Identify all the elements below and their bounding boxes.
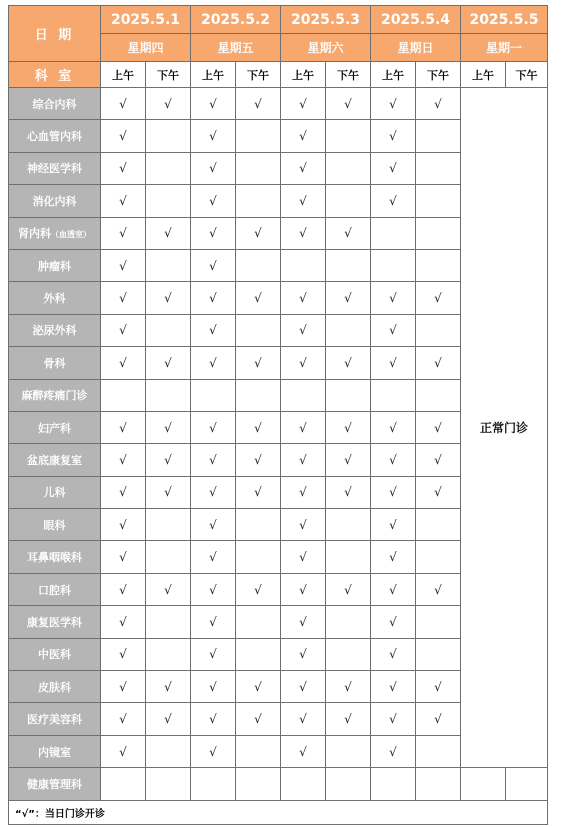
corner-department-label: 科 室 <box>9 62 101 88</box>
department-label: 外科 <box>43 292 66 306</box>
department-row <box>9 88 548 120</box>
clinic-open-mark: √ <box>371 411 416 443</box>
clinic-open-mark: √ <box>101 217 146 249</box>
schedule-cell <box>191 379 236 411</box>
schedule-cell <box>461 768 506 800</box>
schedule-cell <box>146 379 191 411</box>
clinic-open-mark: √ <box>101 703 146 735</box>
schedule-cell <box>236 379 281 411</box>
clinic-open-mark: √ <box>191 217 236 249</box>
department-label: 儿科 <box>43 486 66 500</box>
clinic-open-mark: √ <box>326 347 371 379</box>
clinic-open-mark: √ <box>191 282 236 314</box>
clinic-open-mark: √ <box>281 509 326 541</box>
schedule-cell <box>236 509 281 541</box>
department-label: 健康管理科 <box>27 777 82 791</box>
clinic-open-mark: √ <box>191 509 236 541</box>
clinic-open-mark: √ <box>101 444 146 476</box>
pm-header: 下午 <box>236 62 281 88</box>
clinic-open-mark: √ <box>371 152 416 184</box>
corner-date-label: 日 期 <box>9 6 101 62</box>
clinic-open-mark: √ <box>416 347 461 379</box>
clinic-open-mark: √ <box>281 314 326 346</box>
clinic-open-mark: √ <box>146 573 191 605</box>
clinic-open-mark: √ <box>326 88 371 120</box>
department-name <box>9 768 101 800</box>
schedule-cell <box>326 606 371 638</box>
clinic-open-mark: √ <box>191 185 236 217</box>
schedule-cell <box>236 768 281 800</box>
schedule-cell <box>416 768 461 800</box>
clinic-open-mark: √ <box>101 282 146 314</box>
schedule-cell <box>236 120 281 152</box>
clinic-open-mark: √ <box>236 671 281 703</box>
clinic-open-mark: √ <box>101 671 146 703</box>
date-header: 2025.5.4 <box>371 6 461 34</box>
department-label: 中医科 <box>38 648 71 662</box>
schedule-cell <box>236 638 281 670</box>
department-label: 康复医学科 <box>27 615 82 629</box>
clinic-open-mark: √ <box>326 411 371 443</box>
clinic-open-mark: √ <box>326 282 371 314</box>
department-name <box>9 282 101 314</box>
clinic-open-mark: √ <box>101 638 146 670</box>
clinic-open-mark: √ <box>281 217 326 249</box>
weekday-header: 星期四 <box>101 34 191 62</box>
department-name <box>9 573 101 605</box>
schedule-cell <box>146 509 191 541</box>
clinic-open-mark: √ <box>326 703 371 735</box>
clinic-open-mark: √ <box>191 606 236 638</box>
clinic-open-mark: √ <box>371 671 416 703</box>
schedule-cell <box>146 768 191 800</box>
clinic-open-mark: √ <box>101 347 146 379</box>
schedule-cell <box>416 314 461 346</box>
clinic-open-mark: √ <box>146 444 191 476</box>
schedule-cell <box>416 541 461 573</box>
am-pm-row <box>9 62 548 88</box>
clinic-open-mark: √ <box>281 444 326 476</box>
schedule-cell <box>191 768 236 800</box>
clinic-open-mark: √ <box>101 88 146 120</box>
schedule-cell <box>416 152 461 184</box>
clinic-open-mark: √ <box>191 703 236 735</box>
clinic-open-mark: √ <box>146 703 191 735</box>
clinic-open-mark: √ <box>191 88 236 120</box>
clinic-open-mark: √ <box>281 735 326 767</box>
schedule-cell <box>146 314 191 346</box>
clinic-open-mark: √ <box>101 120 146 152</box>
clinic-open-mark: √ <box>371 185 416 217</box>
clinic-open-mark: √ <box>236 476 281 508</box>
schedule-cell <box>146 638 191 670</box>
clinic-open-mark: √ <box>371 88 416 120</box>
clinic-open-mark: √ <box>281 120 326 152</box>
clinic-open-mark: √ <box>191 347 236 379</box>
department-label: 肿瘤科 <box>38 259 71 273</box>
department-label: 心血管内科 <box>27 130 82 144</box>
department-name <box>9 249 101 281</box>
clinic-open-mark: √ <box>281 671 326 703</box>
department-name <box>9 703 101 735</box>
am-header: 上午 <box>281 62 326 88</box>
schedule-cell <box>146 249 191 281</box>
clinic-open-mark: √ <box>371 606 416 638</box>
clinic-open-mark: √ <box>101 476 146 508</box>
clinic-open-mark: √ <box>281 638 326 670</box>
department-label: 麻醉疼痛门诊 <box>21 389 88 403</box>
clinic-open-mark: √ <box>236 282 281 314</box>
clinic-open-mark: √ <box>281 703 326 735</box>
clinic-open-mark: √ <box>371 282 416 314</box>
weekday-header: 星期日 <box>371 34 461 62</box>
department-label: 医疗美容科 <box>27 713 82 727</box>
department-name <box>9 476 101 508</box>
clinic-open-mark: √ <box>326 476 371 508</box>
schedule-cell <box>326 249 371 281</box>
schedule-cell <box>371 249 416 281</box>
department-name <box>9 185 101 217</box>
clinic-open-mark: √ <box>416 573 461 605</box>
department-name <box>9 606 101 638</box>
clinic-open-mark: √ <box>101 185 146 217</box>
clinic-open-mark: √ <box>191 249 236 281</box>
department-label: 肾内科 <box>18 227 51 241</box>
department-name <box>9 217 101 249</box>
clinic-open-mark: √ <box>191 314 236 346</box>
schedule-cell <box>146 606 191 638</box>
schedule-cell <box>416 120 461 152</box>
clinic-open-mark: √ <box>326 444 371 476</box>
clinic-open-mark: √ <box>191 573 236 605</box>
clinic-open-mark: √ <box>101 411 146 443</box>
clinic-open-mark: √ <box>371 703 416 735</box>
department-label: 妇产科 <box>38 421 71 435</box>
department-name <box>9 509 101 541</box>
clinic-open-mark: √ <box>236 88 281 120</box>
clinic-open-mark: √ <box>101 314 146 346</box>
clinic-open-mark: √ <box>101 735 146 767</box>
schedule-cell <box>416 185 461 217</box>
department-label: 神经医学科 <box>27 162 82 176</box>
clinic-open-mark: √ <box>101 152 146 184</box>
pm-header: 下午 <box>146 62 191 88</box>
schedule-cell <box>371 768 416 800</box>
clinic-open-mark: √ <box>416 444 461 476</box>
department-name <box>9 541 101 573</box>
clinic-open-mark: √ <box>236 411 281 443</box>
am-header: 上午 <box>191 62 236 88</box>
schedule-cell <box>416 249 461 281</box>
schedule-cell <box>326 120 371 152</box>
schedule-cell <box>416 217 461 249</box>
clinic-open-mark: √ <box>191 541 236 573</box>
schedule-cell <box>146 152 191 184</box>
clinic-open-mark: √ <box>191 735 236 767</box>
clinic-open-mark: √ <box>326 217 371 249</box>
clinic-open-mark: √ <box>371 573 416 605</box>
department-name <box>9 379 101 411</box>
schedule-cell <box>236 152 281 184</box>
clinic-open-mark: √ <box>281 476 326 508</box>
date-header: 2025.5.5 <box>461 6 548 34</box>
clinic-open-mark: √ <box>101 541 146 573</box>
clinic-open-mark: √ <box>416 88 461 120</box>
schedule-cell <box>101 768 146 800</box>
department-label: 耳鼻咽喉科 <box>27 551 82 565</box>
clinic-open-mark: √ <box>146 88 191 120</box>
clinic-open-mark: √ <box>371 541 416 573</box>
clinic-open-mark: √ <box>146 347 191 379</box>
clinic-open-mark: √ <box>146 282 191 314</box>
schedule-cell <box>326 509 371 541</box>
schedule-cell <box>326 735 371 767</box>
schedule-cell <box>236 541 281 573</box>
schedule-cell <box>101 379 146 411</box>
schedule-cell <box>416 735 461 767</box>
schedule-cell <box>236 735 281 767</box>
schedule-cell <box>236 185 281 217</box>
clinic-open-mark: √ <box>191 152 236 184</box>
clinic-open-mark: √ <box>191 411 236 443</box>
clinic-open-mark: √ <box>326 671 371 703</box>
department-label: 消化内科 <box>32 194 77 208</box>
department-label: 综合内科 <box>32 97 77 111</box>
clinic-open-mark: √ <box>371 735 416 767</box>
department-name <box>9 411 101 443</box>
department-name <box>9 347 101 379</box>
clinic-open-mark: √ <box>281 541 326 573</box>
clinic-open-mark: √ <box>281 88 326 120</box>
weekday-header: 星期六 <box>281 34 371 62</box>
clinic-open-mark: √ <box>371 476 416 508</box>
schedule-cell <box>416 379 461 411</box>
schedule-cell <box>146 185 191 217</box>
clinic-open-mark: √ <box>416 282 461 314</box>
schedule-cell <box>326 541 371 573</box>
schedule-cell <box>416 638 461 670</box>
schedule-cell <box>326 314 371 346</box>
pm-header: 下午 <box>506 62 548 88</box>
clinic-open-mark: √ <box>281 606 326 638</box>
clinic-open-mark: √ <box>371 314 416 346</box>
clinic-open-mark: √ <box>236 444 281 476</box>
footnote-row <box>9 800 548 824</box>
am-header: 上午 <box>101 62 146 88</box>
clinic-schedule-table <box>8 5 548 825</box>
clinic-open-mark: √ <box>416 703 461 735</box>
schedule-cell <box>416 606 461 638</box>
clinic-open-mark: √ <box>371 509 416 541</box>
department-label: 皮肤科 <box>38 680 71 694</box>
department-label: 内镜室 <box>38 745 71 759</box>
clinic-open-mark: √ <box>416 411 461 443</box>
department-name <box>9 120 101 152</box>
clinic-open-mark: √ <box>191 638 236 670</box>
schedule-cell <box>326 379 371 411</box>
clinic-open-mark: √ <box>191 120 236 152</box>
date-header: 2025.5.3 <box>281 6 371 34</box>
clinic-open-mark: √ <box>191 476 236 508</box>
clinic-open-mark: √ <box>281 411 326 443</box>
clinic-open-mark: √ <box>236 703 281 735</box>
date-header: 2025.5.1 <box>101 6 191 34</box>
clinic-open-mark: √ <box>281 573 326 605</box>
schedule-cell <box>506 768 548 800</box>
department-sublabel: （血透室） <box>51 230 91 240</box>
clinic-open-mark: √ <box>101 606 146 638</box>
department-name <box>9 638 101 670</box>
clinic-open-mark: √ <box>371 120 416 152</box>
schedule-cell <box>281 379 326 411</box>
am-header: 上午 <box>371 62 416 88</box>
pm-header: 下午 <box>416 62 461 88</box>
schedule-cell <box>281 768 326 800</box>
department-label: 泌尿外科 <box>32 324 77 338</box>
weekday-header: 星期五 <box>191 34 281 62</box>
clinic-open-mark: √ <box>416 476 461 508</box>
am-header: 上午 <box>461 62 506 88</box>
schedule-cell <box>236 249 281 281</box>
schedule-cell <box>326 185 371 217</box>
clinic-open-mark: √ <box>191 444 236 476</box>
department-name <box>9 444 101 476</box>
department-name <box>9 314 101 346</box>
schedule-cell <box>146 541 191 573</box>
schedule-cell <box>416 509 461 541</box>
clinic-open-mark: √ <box>371 347 416 379</box>
department-name <box>9 88 101 120</box>
clinic-open-mark: √ <box>326 573 371 605</box>
schedule-sheet <box>8 5 548 825</box>
clinic-open-mark: √ <box>371 444 416 476</box>
clinic-open-mark: √ <box>236 217 281 249</box>
schedule-cell <box>281 249 326 281</box>
department-label: 骨科 <box>43 356 66 370</box>
clinic-open-mark: √ <box>146 217 191 249</box>
department-label: 口腔科 <box>38 583 71 597</box>
schedule-cell <box>326 768 371 800</box>
footnote: “√”：当日门诊开诊 <box>9 800 548 824</box>
schedule-cell <box>236 314 281 346</box>
schedule-cell <box>371 217 416 249</box>
clinic-open-mark: √ <box>191 671 236 703</box>
schedule-cell <box>326 152 371 184</box>
clinic-open-mark: √ <box>281 347 326 379</box>
department-name <box>9 152 101 184</box>
date-row <box>9 6 548 34</box>
department-row <box>9 768 548 800</box>
schedule-cell <box>146 735 191 767</box>
clinic-open-mark: √ <box>281 282 326 314</box>
clinic-open-mark: √ <box>146 411 191 443</box>
date-header: 2025.5.2 <box>191 6 281 34</box>
department-name <box>9 735 101 767</box>
clinic-open-mark: √ <box>101 249 146 281</box>
schedule-cell <box>371 379 416 411</box>
department-label: 眼科 <box>43 518 66 532</box>
clinic-open-mark: √ <box>281 185 326 217</box>
pm-header: 下午 <box>326 62 371 88</box>
schedule-cell <box>146 120 191 152</box>
clinic-open-mark: √ <box>101 573 146 605</box>
clinic-open-mark: √ <box>146 671 191 703</box>
schedule-cell <box>326 638 371 670</box>
schedule-cell <box>236 606 281 638</box>
department-label: 盆底康复室 <box>27 453 82 467</box>
clinic-open-mark: √ <box>371 638 416 670</box>
clinic-open-mark: √ <box>236 573 281 605</box>
clinic-open-mark: √ <box>416 671 461 703</box>
normal-clinic-label: 正常门诊 <box>461 88 548 768</box>
clinic-open-mark: √ <box>281 152 326 184</box>
department-name <box>9 671 101 703</box>
clinic-open-mark: √ <box>146 476 191 508</box>
weekday-header: 星期一 <box>461 34 548 62</box>
clinic-open-mark: √ <box>101 509 146 541</box>
clinic-open-mark: √ <box>236 347 281 379</box>
